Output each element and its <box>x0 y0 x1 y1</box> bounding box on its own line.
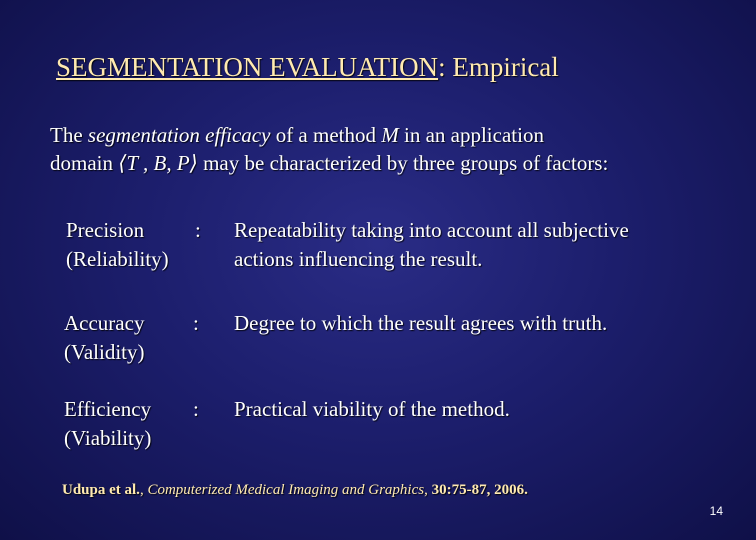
factor-term <box>64 309 144 367</box>
title-subtitle: Empirical <box>452 52 559 82</box>
factor-description <box>234 395 510 424</box>
intro-text-2: of a method <box>270 123 382 147</box>
slide-title <box>56 52 736 83</box>
factor-desc-line1: Practical viability of the method. <box>234 397 510 421</box>
intro-tuple: ⟨T , B, P⟩ <box>118 151 198 175</box>
factor-desc-line1: Repeatability taking into account all subjective <box>234 218 629 242</box>
factor-colon: : <box>195 218 201 242</box>
factor-colon: : <box>193 311 199 335</box>
factor-term-sub: (Validity) <box>64 340 145 364</box>
factor-desc-line1: Degree to which the result agrees with truth. <box>234 311 608 335</box>
intro-text-3: in an application <box>398 123 544 147</box>
factor-term-name: Precision <box>66 218 145 242</box>
factor-colon: : <box>193 397 199 421</box>
intro-paragraph <box>50 121 740 177</box>
reference-authors: Udupa et al. <box>62 482 140 498</box>
factor-term-name: Efficiency <box>64 397 152 421</box>
factor-description <box>234 309 607 338</box>
reference-sep: , <box>424 482 432 498</box>
reference-volume-pages-year: 30:75-87, 2006. <box>431 482 528 498</box>
factor-term-sub: (Reliability) <box>66 247 169 271</box>
reference-citation <box>62 482 528 499</box>
intro-text-4: domain <box>50 151 119 175</box>
factor-description <box>234 216 629 274</box>
factor-term <box>66 216 169 274</box>
reference-journal: Computerized Medical Imaging and Graphics <box>147 482 425 498</box>
page-number: 14 <box>709 504 723 518</box>
intro-italic-m: M <box>381 123 399 147</box>
factor-term-sub: (Viability) <box>64 426 152 450</box>
intro-text-5: may be characterized by three groups of factors: <box>197 151 609 175</box>
factor-term-name: Accuracy <box>64 311 145 335</box>
title-separator: : <box>438 52 453 82</box>
intro-italic-efficacy: segmentation efficacy <box>87 123 271 147</box>
title-main: SEGMENTATION EVALUATION <box>56 52 439 82</box>
intro-text-1: The <box>50 123 88 147</box>
factor-term <box>64 395 151 453</box>
factor-desc-line2: actions influencing the result. <box>234 247 483 271</box>
reference-sep: , <box>139 482 148 498</box>
